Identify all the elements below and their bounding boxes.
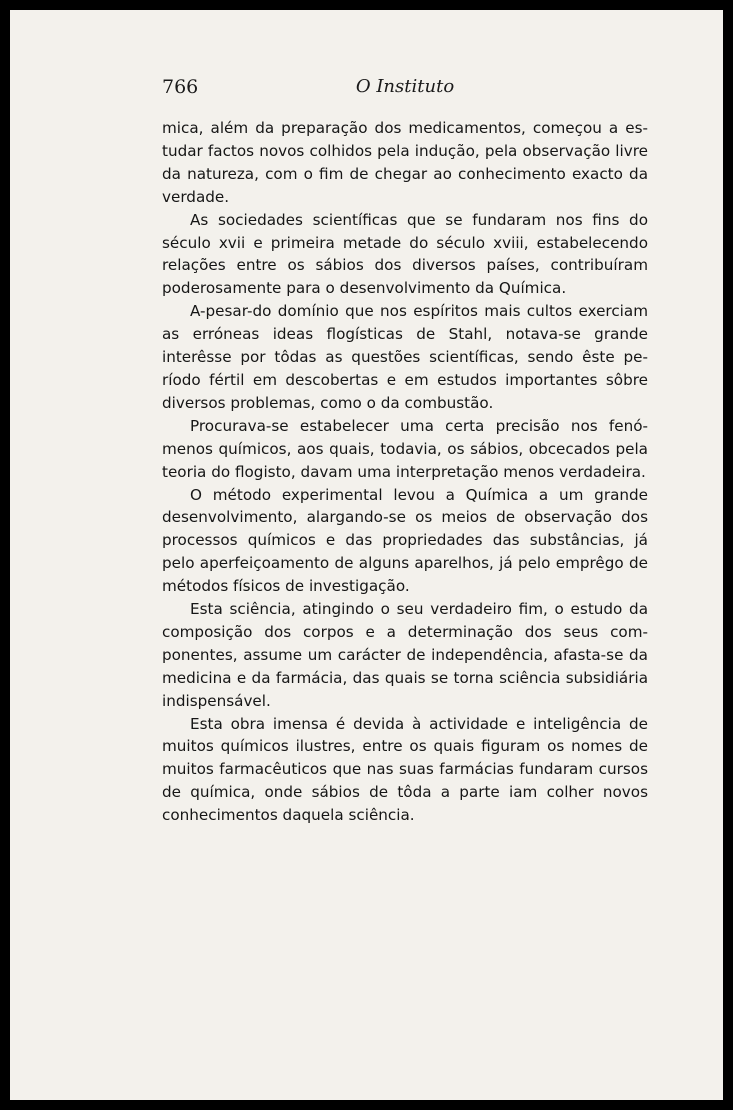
- book-page: [10, 10, 723, 1100]
- page-header: [162, 76, 648, 106]
- page-number: 766: [162, 76, 199, 98]
- running-title: O Instituto: [355, 76, 455, 97]
- paragraph-3: A-pesar-do domínio que nos espíritos mais cultos exerciam as erróneas ideas flogísticas de Stahl, notava-se grande interêsse por tôdas as questões scientíficas, sendo êste período fértil em descobertas e em estudos importantes sôbre diversos problemas, como o da combustão.: [162, 302, 648, 412]
- paragraph-6: Esta sciência, atingindo o seu verdadeiro fim, o estudo da composição dos corpos e a determinação dos seus componentes, assume um carácter de independência, afasta-se da medicina e da farmácia, das quais se torna sciência subsidiária indispensável.: [162, 600, 648, 710]
- body-text: [162, 117, 648, 827]
- paragraph-2: As sociedades scientíficas que se fundaram nos fins do século xvii e primeira metade do século xviii, estabelecendo relações entre os sábios dos diversos países, contribuíram poderosamente para o desenvolvimento da Química.: [162, 210, 648, 298]
- paragraph-1: mica, além da preparação dos medicamentos, começou a estudar factos novos colhidos pela indução, pela observação livre da natureza, com o fim de chegar ao conhecimento exacto da verdade.: [162, 119, 648, 206]
- paragraph-7: Esta obra imensa é devida à actividade e inteligência de muitos químicos ilustres, entre os quais figuram os nomes de muitos farmacêuticos que nas suas farmácias fundaram cursos de química, onde sábios de tôda a parte iam colher novos conhecimentos daquela sciência.: [162, 714, 648, 825]
- paragraph-5: O método experimental levou a Química a um grande desenvolvimento, alargando-se os meios de observação dos processos químicos e das propriedades das substâncias, já pelo aperfeiçoamento de alguns aparelhos, já pelo emprêgo de métodos físicos de investigação.: [162, 485, 648, 596]
- paragraph-4: Procurava-se estabelecer uma certa precisão nos fenómenos químicos, aos quais, todavia, os sábios, obcecados pela teoria do flogisto, davam uma interpretação menos verdadeira.: [162, 416, 648, 481]
